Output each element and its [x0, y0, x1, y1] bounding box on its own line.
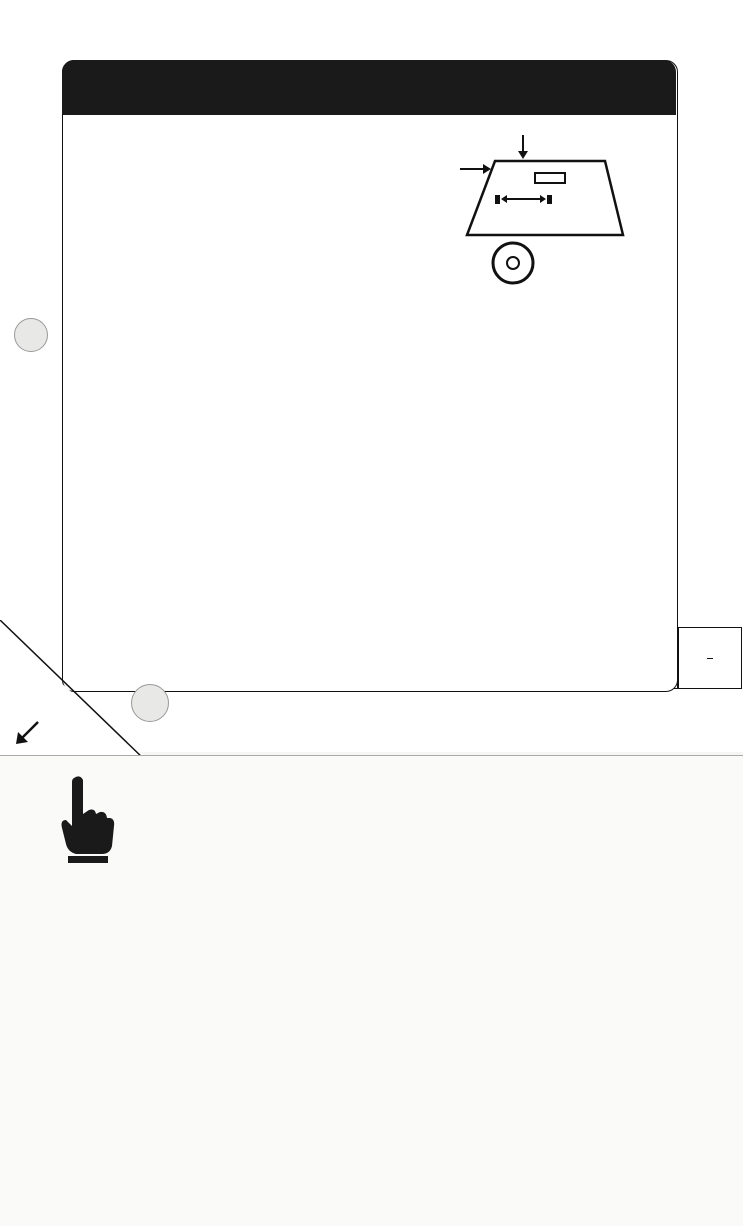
punch-hole	[131, 684, 169, 722]
punch-hole	[14, 318, 48, 352]
dez-cell-2	[678, 627, 742, 689]
barcode	[160, 1075, 610, 1205]
peel-arrow-icon	[14, 718, 44, 748]
revenue-banner	[62, 60, 676, 115]
pointing-hand-icon	[56, 774, 116, 864]
windscreen-diagram-icon	[455, 135, 635, 285]
